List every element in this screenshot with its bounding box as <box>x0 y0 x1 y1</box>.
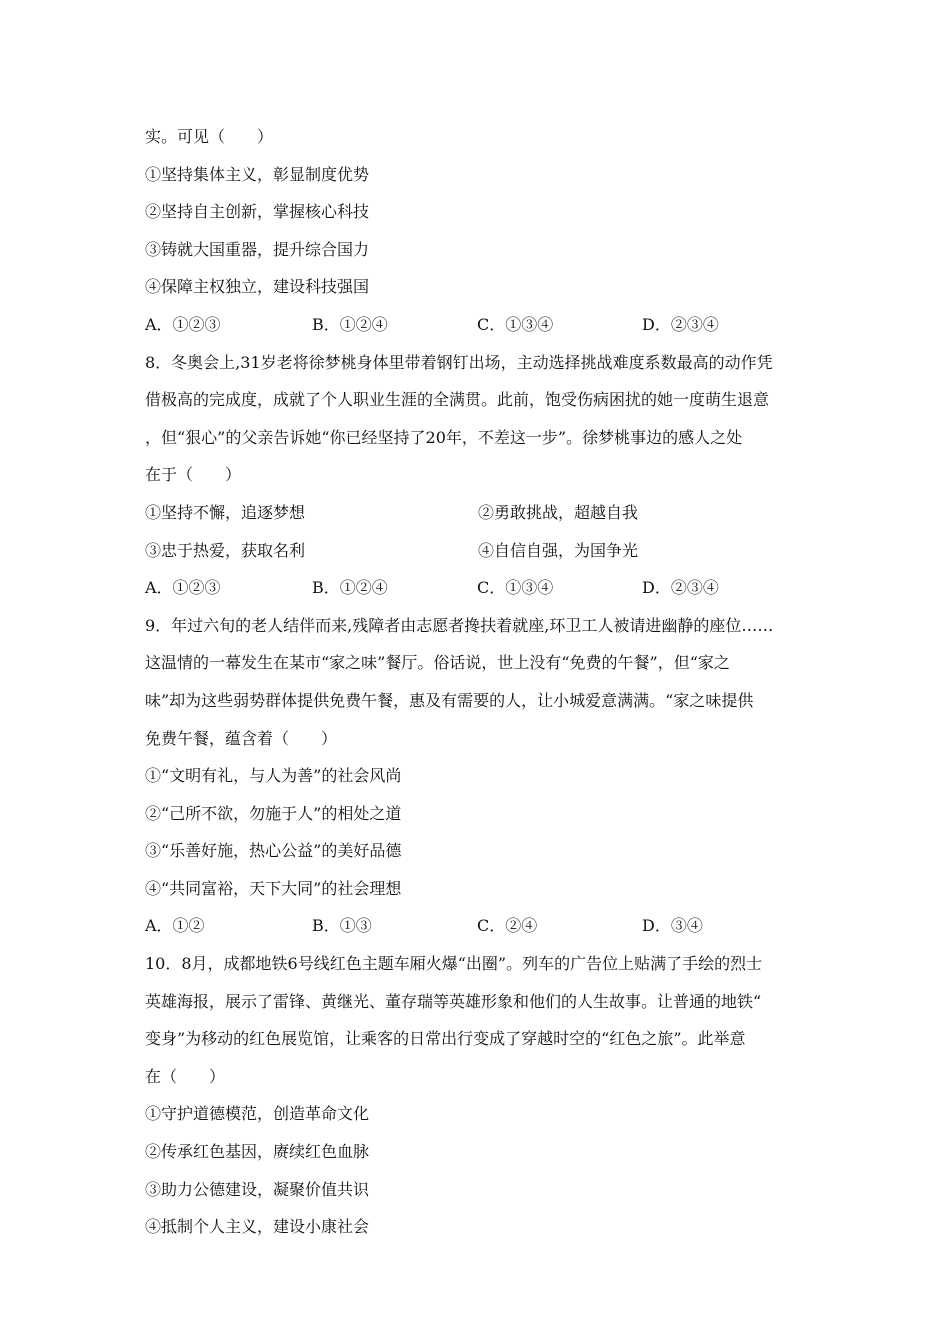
question-stem-line: 变身”为移动的红色展览馆，让乘客的日常出行变成了穿越时空的“红色之旅”。此举意 <box>145 1029 746 1049</box>
option-a[interactable]: A．①②③ <box>145 314 221 334</box>
question-stem-line: 10．8月，成都地铁6号线红色主题车厢火爆“出圈”。列车的广告位上贴满了手绘的烈士 <box>145 954 763 974</box>
option-a[interactable]: A．①② <box>145 916 205 936</box>
question-stem-line: 在（ ） <box>145 1066 226 1086</box>
statement-row <box>145 494 807 532</box>
option-c[interactable]: C．①③④ <box>477 578 554 598</box>
statement-2: ②坚持自主创新，掌握核心科技 <box>145 202 370 222</box>
question-9 <box>145 607 807 945</box>
statement-4: ④保障主权独立，建设科技强国 <box>145 277 370 297</box>
question-stem: 实。可见（ ） <box>145 127 274 146</box>
option-b[interactable]: B．①②④ <box>312 578 388 598</box>
question-stem-line: ，但“狠心”的父亲告诉她“你已经坚持了20年，不差这一步”。徐梦桃事边的感人之处 <box>145 427 743 447</box>
statement-2: ②勇敢挑战，超越自我 <box>478 502 639 522</box>
question-7 <box>145 118 807 344</box>
statement-3: ③“乐善好施，热心公益”的美好品德 <box>145 841 402 861</box>
statement-3: ③忠于热爱，获取名利 <box>145 540 306 560</box>
statement-1: ①坚持集体主义，彰显制度优势 <box>145 164 370 184</box>
statement-3: ③助力公德建设，凝聚价值共识 <box>145 1179 370 1199</box>
statement-2: ②“己所不欲，勿施于人”的相处之道 <box>145 803 402 823</box>
question-stem-line: 英雄海报，展示了雷锋、黄继光、董存瑞等英雄形象和他们的人生故事。让普通的地铁“ <box>145 991 762 1011</box>
statement-2: ②传承红色基因，赓续红色血脉 <box>145 1142 370 1162</box>
option-b[interactable]: B．①②④ <box>312 314 388 334</box>
statement-1: ①守护道德模范，创造革命文化 <box>145 1104 370 1124</box>
option-c[interactable]: C．②④ <box>477 916 538 936</box>
statement-4: ④“共同富裕，天下大同”的社会理想 <box>145 878 402 898</box>
question-stem-line: 免费午餐，蕴含着（ ） <box>145 728 338 748</box>
question-stem-line: 借极高的完成度，成就了个人职业生涯的全满贯。此前，饱受伤病困扰的她一度萌生退意 <box>145 390 770 410</box>
page-content <box>145 118 807 1246</box>
question-stem-line: 在于（ ） <box>145 465 242 485</box>
question-stem-line: 9．年过六旬的老人结伴而来,残障者由志愿者搀扶着就座,环卫工人被请进幽静的座位…… <box>145 615 774 635</box>
statement-1: ①坚持不懈，追逐梦想 <box>145 502 306 522</box>
question-stem-line: 味”却为这些弱势群体提供免费午餐，惠及有需要的人，让小城爱意满满。“家之味提供 <box>145 690 754 710</box>
statement-row <box>145 532 807 570</box>
option-c[interactable]: C．①③④ <box>477 314 554 334</box>
statement-4: ④抵制个人主义，建设小康社会 <box>145 1217 370 1237</box>
option-a[interactable]: A．①②③ <box>145 578 221 598</box>
answer-options <box>145 569 807 607</box>
statement-1: ①“文明有礼，与人为善”的社会风尚 <box>145 766 402 786</box>
option-d[interactable]: D．③④ <box>642 916 703 936</box>
question-stem-line: 8．冬奥会上,31岁老将徐梦桃身体里带着钢钉出场，主动选择挑战难度系数最高的动作凭 <box>145 352 773 372</box>
question-8 <box>145 344 807 607</box>
option-d[interactable]: D．②③④ <box>642 314 719 334</box>
answer-options <box>145 907 807 945</box>
question-10 <box>145 945 807 1246</box>
option-b[interactable]: B．①③ <box>312 916 372 936</box>
answer-options <box>145 306 807 344</box>
statement-4: ④自信自强，为国争光 <box>478 540 639 560</box>
option-d[interactable]: D．②③④ <box>642 578 719 598</box>
statement-3: ③铸就大国重器，提升综合国力 <box>145 239 370 259</box>
question-stem-line: 这温情的一幕发生在某市“家之味”餐厅。俗话说，世上没有“免费的午餐”，但“家之 <box>145 653 730 673</box>
